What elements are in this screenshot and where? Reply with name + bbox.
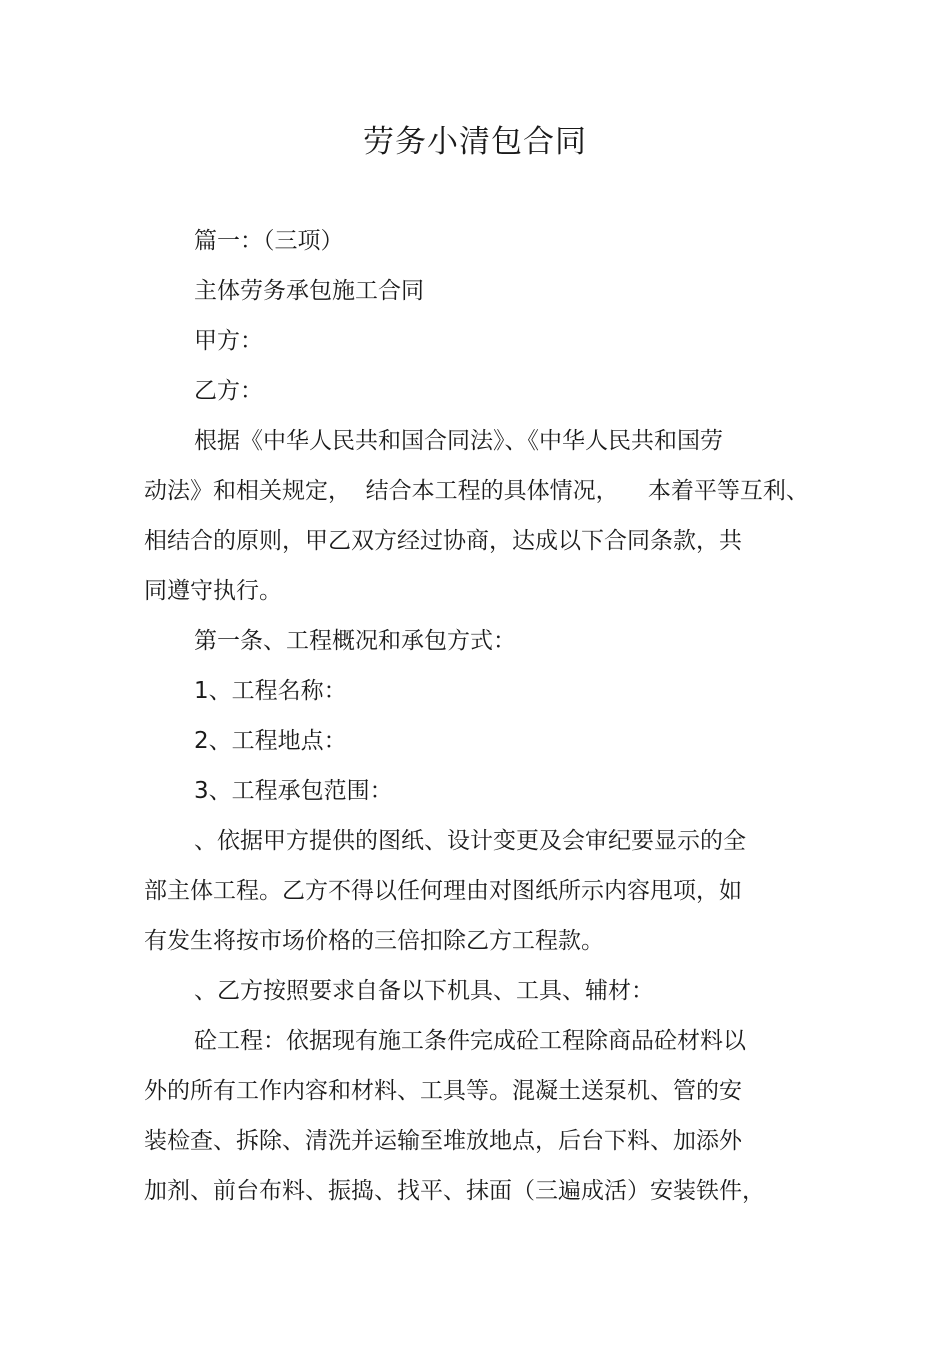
paragraph-line: 部主体工程。乙方不得以任何理由对图纸所示内容甩项，如 bbox=[144, 878, 742, 904]
document-title: 劳务小清包合同 bbox=[363, 124, 587, 160]
paragraph-line: 外的所有工作内容和材料、工具等。混凝土送泵机、管的安 bbox=[144, 1078, 742, 1104]
section-heading: 篇一：（三项） bbox=[194, 228, 344, 254]
paragraph-line: 装检查、拆除、清洗并运输至堆放地点，后台下料、加添外 bbox=[144, 1128, 742, 1154]
party-a-label: 甲方： bbox=[194, 328, 263, 354]
paragraph-line: 、乙方按照要求自备以下机具、工具、辅材： bbox=[194, 978, 654, 1004]
list-item: 1、工程名称： bbox=[194, 678, 347, 704]
paragraph-line: 加剂、前台布料、振捣、找平、抹面（三遍成活）安装铁件， bbox=[144, 1178, 765, 1204]
paragraph-line: 相结合的原则，甲乙双方经过协商，达成以下合同条款，共 bbox=[144, 528, 742, 554]
paragraph-line: 同遵守执行。 bbox=[144, 578, 282, 604]
article-heading: 第一条、工程概况和承包方式： bbox=[194, 628, 516, 654]
paragraph-line: 根据《中华人民共和国合同法》、《中华人民共和国劳 bbox=[194, 428, 723, 454]
paragraph-line: 有发生将按市场价格的三倍扣除乙方工程款。 bbox=[144, 928, 604, 954]
paragraph-line: 砼工程：依据现有施工条件完成砼工程除商品砼材料以 bbox=[194, 1028, 746, 1054]
list-item: 2、工程地点： bbox=[194, 728, 347, 754]
paragraph-line: 动法》和相关规定， 结合本工程的具体情况， 本着平等互利、 bbox=[144, 478, 809, 504]
party-b-label: 乙方： bbox=[194, 378, 263, 404]
list-item: 3、工程承包范围： bbox=[194, 778, 393, 804]
paragraph-line: 、依据甲方提供的图纸、设计变更及会审纪要显示的全 bbox=[194, 828, 746, 854]
contract-subtitle: 主体劳务承包施工合同 bbox=[194, 278, 424, 304]
